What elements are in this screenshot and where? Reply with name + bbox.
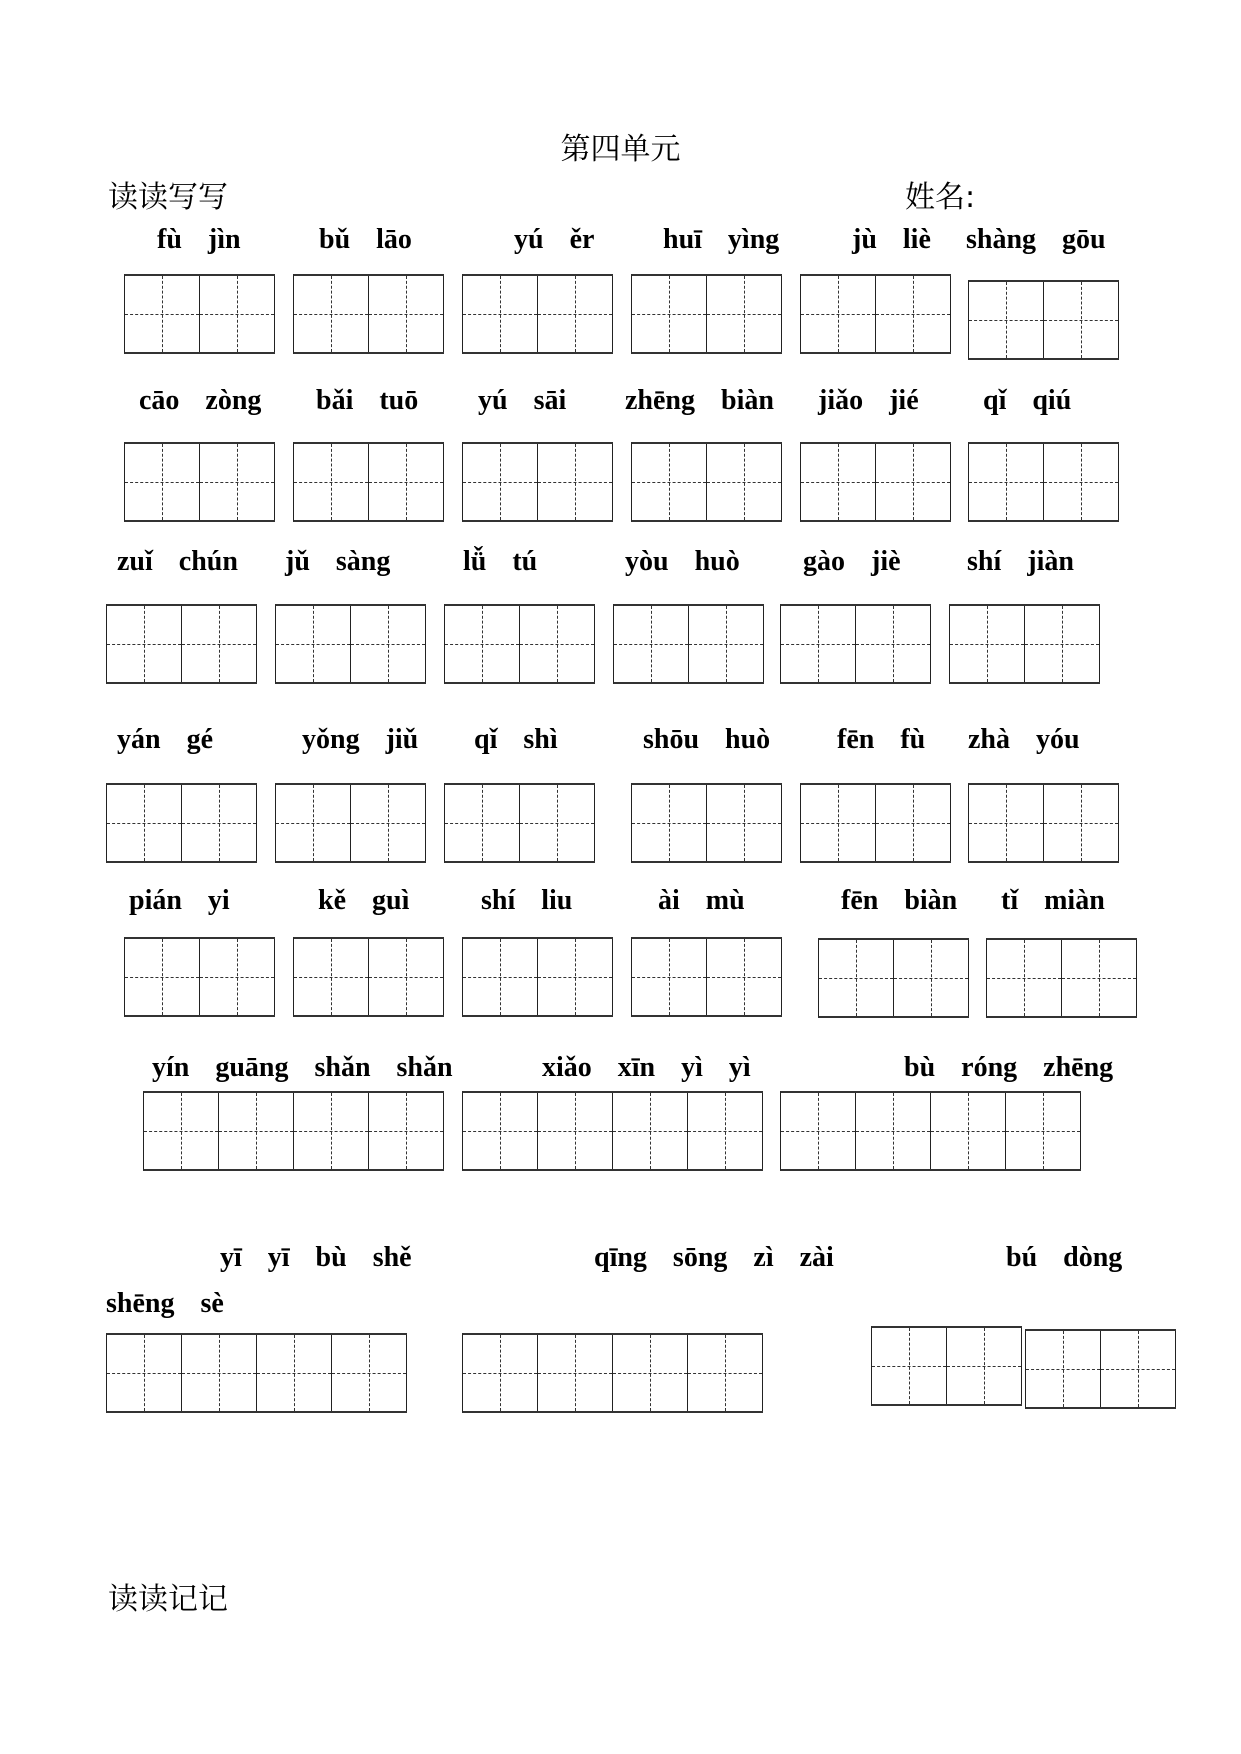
- pinyin-label: yǒng jiǔ: [302, 724, 419, 755]
- tianzige-writing-box[interactable]: [462, 937, 613, 1017]
- tianzige-writing-box[interactable]: [1025, 1329, 1176, 1409]
- pinyin-label: qǐ shì: [474, 724, 558, 755]
- pinyin-label: yín guāng shǎn shǎn: [152, 1052, 453, 1083]
- pinyin-label: ài mù: [658, 885, 745, 916]
- character-cell[interactable]: [463, 1335, 538, 1411]
- character-cell[interactable]: [987, 940, 1062, 1016]
- character-cell[interactable]: [707, 939, 782, 1015]
- pinyin-label: yú sāi: [478, 385, 567, 416]
- character-cell[interactable]: [801, 785, 876, 861]
- character-cell[interactable]: [369, 1093, 444, 1169]
- character-cell[interactable]: [614, 606, 689, 682]
- tianzige-writing-box[interactable]: [818, 938, 969, 1018]
- character-cell[interactable]: [294, 444, 369, 520]
- character-cell[interactable]: [538, 1093, 613, 1169]
- tianzige-writing-box[interactable]: [968, 442, 1119, 522]
- pinyin-label: yán gé: [117, 724, 213, 755]
- character-cell[interactable]: [445, 785, 520, 861]
- character-cell[interactable]: [520, 606, 595, 682]
- tianzige-writing-box[interactable]: [275, 783, 426, 863]
- page-title: 第四单元: [560, 132, 681, 167]
- pinyin-label: qǐ qiú: [983, 385, 1072, 416]
- character-cell[interactable]: [463, 276, 538, 352]
- character-cell[interactable]: [801, 276, 876, 352]
- character-cell[interactable]: [463, 1093, 538, 1169]
- pinyin-label: shēng sè: [106, 1288, 224, 1319]
- character-cell[interactable]: [369, 444, 444, 520]
- character-cell[interactable]: [1044, 282, 1119, 358]
- character-cell[interactable]: [107, 785, 182, 861]
- character-cell[interactable]: [688, 1093, 763, 1169]
- character-cell[interactable]: [125, 939, 200, 1015]
- pinyin-label: shí jiàn: [967, 546, 1074, 577]
- character-cell[interactable]: [1044, 785, 1119, 861]
- character-cell[interactable]: [707, 785, 782, 861]
- character-cell[interactable]: [107, 606, 182, 682]
- character-cell[interactable]: [1044, 444, 1119, 520]
- tianzige-writing-box[interactable]: [780, 604, 931, 684]
- character-cell[interactable]: [125, 444, 200, 520]
- tianzige-writing-box[interactable]: [986, 938, 1137, 1018]
- character-cell[interactable]: [781, 606, 856, 682]
- pinyin-label: fēn biàn: [841, 885, 958, 916]
- character-cell[interactable]: [613, 1093, 688, 1169]
- tianzige-writing-box[interactable]: [462, 274, 613, 354]
- section-heading-read-write: 读读写写: [108, 180, 228, 215]
- character-cell[interactable]: [969, 282, 1044, 358]
- pinyin-label: kě guì: [318, 885, 410, 916]
- pinyin-label: bù róng zhēng: [904, 1052, 1114, 1083]
- character-cell[interactable]: [931, 1093, 1006, 1169]
- pinyin-label: cāo zòng: [139, 385, 262, 416]
- character-cell[interactable]: [107, 1335, 182, 1411]
- pinyin-label: bǔ lāo: [319, 224, 412, 255]
- character-cell[interactable]: [632, 785, 707, 861]
- character-cell[interactable]: [1006, 1093, 1081, 1169]
- tianzige-writing-box[interactable]: [871, 1326, 1022, 1406]
- pinyin-label: zuǐ chún: [117, 546, 238, 577]
- character-cell[interactable]: [856, 606, 931, 682]
- pinyin-label: yú ěr: [514, 224, 595, 255]
- character-cell[interactable]: [969, 444, 1044, 520]
- character-cell[interactable]: [463, 939, 538, 1015]
- character-cell[interactable]: [876, 276, 951, 352]
- character-cell[interactable]: [276, 785, 351, 861]
- character-cell[interactable]: [219, 1093, 294, 1169]
- pinyin-label: xiǎo xīn yì yì: [542, 1052, 751, 1083]
- character-cell[interactable]: [182, 785, 257, 861]
- pinyin-label: shí liu: [481, 885, 573, 916]
- character-cell[interactable]: [632, 939, 707, 1015]
- tianzige-writing-box[interactable]: [106, 604, 257, 684]
- character-cell[interactable]: [1062, 940, 1137, 1016]
- pinyin-label: zhà yóu: [968, 724, 1080, 755]
- pinyin-label: yòu huò: [625, 546, 740, 577]
- tianzige-writing-box[interactable]: [462, 1091, 763, 1171]
- tianzige-writing-box[interactable]: [124, 274, 275, 354]
- character-cell[interactable]: [613, 1335, 688, 1411]
- name-label: 姓名:: [905, 180, 976, 215]
- character-cell[interactable]: [369, 939, 444, 1015]
- pinyin-label: bǎi tuō: [316, 385, 419, 416]
- character-cell[interactable]: [1026, 1331, 1101, 1407]
- tianzige-writing-box[interactable]: [293, 442, 444, 522]
- tianzige-writing-box[interactable]: [293, 274, 444, 354]
- character-cell[interactable]: [947, 1328, 1022, 1404]
- character-cell[interactable]: [369, 276, 444, 352]
- character-cell[interactable]: [294, 1093, 369, 1169]
- pinyin-label: shàng gōu: [966, 224, 1106, 255]
- character-cell[interactable]: [538, 939, 613, 1015]
- character-cell[interactable]: [688, 1335, 763, 1411]
- character-cell[interactable]: [872, 1328, 947, 1404]
- character-cell[interactable]: [856, 1093, 931, 1169]
- tianzige-writing-box[interactable]: [106, 1333, 407, 1413]
- tianzige-writing-box[interactable]: [631, 937, 782, 1017]
- character-cell[interactable]: [707, 276, 782, 352]
- character-cell[interactable]: [538, 1335, 613, 1411]
- tianzige-writing-box[interactable]: [275, 604, 426, 684]
- pinyin-label: huī yìng: [663, 224, 780, 255]
- character-cell[interactable]: [276, 606, 351, 682]
- section-heading-read-remember: 读读记记: [108, 1582, 228, 1617]
- pinyin-label: lǚ tú: [463, 546, 538, 577]
- pinyin-label: jù liè: [852, 224, 931, 255]
- pinyin-label: fēn fù: [837, 724, 926, 755]
- tianzige-writing-box[interactable]: [462, 1333, 763, 1413]
- character-cell[interactable]: [781, 1093, 856, 1169]
- tianzige-writing-box[interactable]: [800, 274, 951, 354]
- character-cell[interactable]: [1101, 1331, 1176, 1407]
- character-cell[interactable]: [632, 276, 707, 352]
- character-cell[interactable]: [294, 276, 369, 352]
- character-cell[interactable]: [257, 1335, 332, 1411]
- tianzige-writing-box[interactable]: [949, 604, 1100, 684]
- character-cell[interactable]: [182, 606, 257, 682]
- character-cell[interactable]: [894, 940, 969, 1016]
- tianzige-writing-box[interactable]: [143, 1091, 444, 1171]
- tianzige-writing-box[interactable]: [800, 783, 951, 863]
- pinyin-label: jiǎo jié: [818, 385, 919, 416]
- character-cell[interactable]: [707, 444, 782, 520]
- character-cell[interactable]: [200, 939, 275, 1015]
- pinyin-label: shōu huò: [643, 724, 771, 755]
- pinyin-label: gào jiè: [803, 546, 901, 577]
- tianzige-writing-box[interactable]: [444, 783, 595, 863]
- character-cell[interactable]: [294, 939, 369, 1015]
- tianzige-writing-box[interactable]: [968, 280, 1119, 360]
- character-cell[interactable]: [332, 1335, 407, 1411]
- tianzige-writing-box[interactable]: [968, 783, 1119, 863]
- character-cell[interactable]: [950, 606, 1025, 682]
- character-cell[interactable]: [520, 785, 595, 861]
- tianzige-writing-box[interactable]: [124, 937, 275, 1017]
- pinyin-label: jǔ sàng: [285, 546, 391, 577]
- character-cell[interactable]: [463, 444, 538, 520]
- character-cell[interactable]: [182, 1335, 257, 1411]
- tianzige-writing-box[interactable]: [631, 783, 782, 863]
- character-cell[interactable]: [632, 444, 707, 520]
- pinyin-label: tǐ miàn: [1001, 885, 1105, 916]
- character-cell[interactable]: [144, 1093, 219, 1169]
- pinyin-label: qīng sōng zì zài: [594, 1242, 834, 1273]
- tianzige-writing-box[interactable]: [106, 783, 257, 863]
- pinyin-label: yī yī bù shě: [220, 1242, 412, 1273]
- character-cell[interactable]: [801, 444, 876, 520]
- character-cell[interactable]: [538, 276, 613, 352]
- character-cell[interactable]: [876, 785, 951, 861]
- pinyin-label: pián yi: [129, 885, 230, 916]
- character-cell[interactable]: [200, 444, 275, 520]
- character-cell[interactable]: [200, 276, 275, 352]
- tianzige-writing-box[interactable]: [462, 442, 613, 522]
- character-cell[interactable]: [1025, 606, 1100, 682]
- character-cell[interactable]: [351, 785, 426, 861]
- character-cell[interactable]: [125, 276, 200, 352]
- pinyin-label: zhēng biàn: [625, 385, 774, 416]
- character-cell[interactable]: [876, 444, 951, 520]
- character-cell[interactable]: [538, 444, 613, 520]
- tianzige-writing-box[interactable]: [800, 442, 951, 522]
- tianzige-writing-box[interactable]: [631, 274, 782, 354]
- character-cell[interactable]: [445, 606, 520, 682]
- tianzige-writing-box[interactable]: [444, 604, 595, 684]
- pinyin-label: bú dòng: [1006, 1242, 1123, 1273]
- tianzige-writing-box[interactable]: [631, 442, 782, 522]
- character-cell[interactable]: [689, 606, 764, 682]
- tianzige-writing-box[interactable]: [780, 1091, 1081, 1171]
- character-cell[interactable]: [969, 785, 1044, 861]
- character-cell[interactable]: [819, 940, 894, 1016]
- tianzige-writing-box[interactable]: [124, 442, 275, 522]
- tianzige-writing-box[interactable]: [613, 604, 764, 684]
- character-cell[interactable]: [351, 606, 426, 682]
- pinyin-label: fù jìn: [157, 224, 241, 255]
- tianzige-writing-box[interactable]: [293, 937, 444, 1017]
